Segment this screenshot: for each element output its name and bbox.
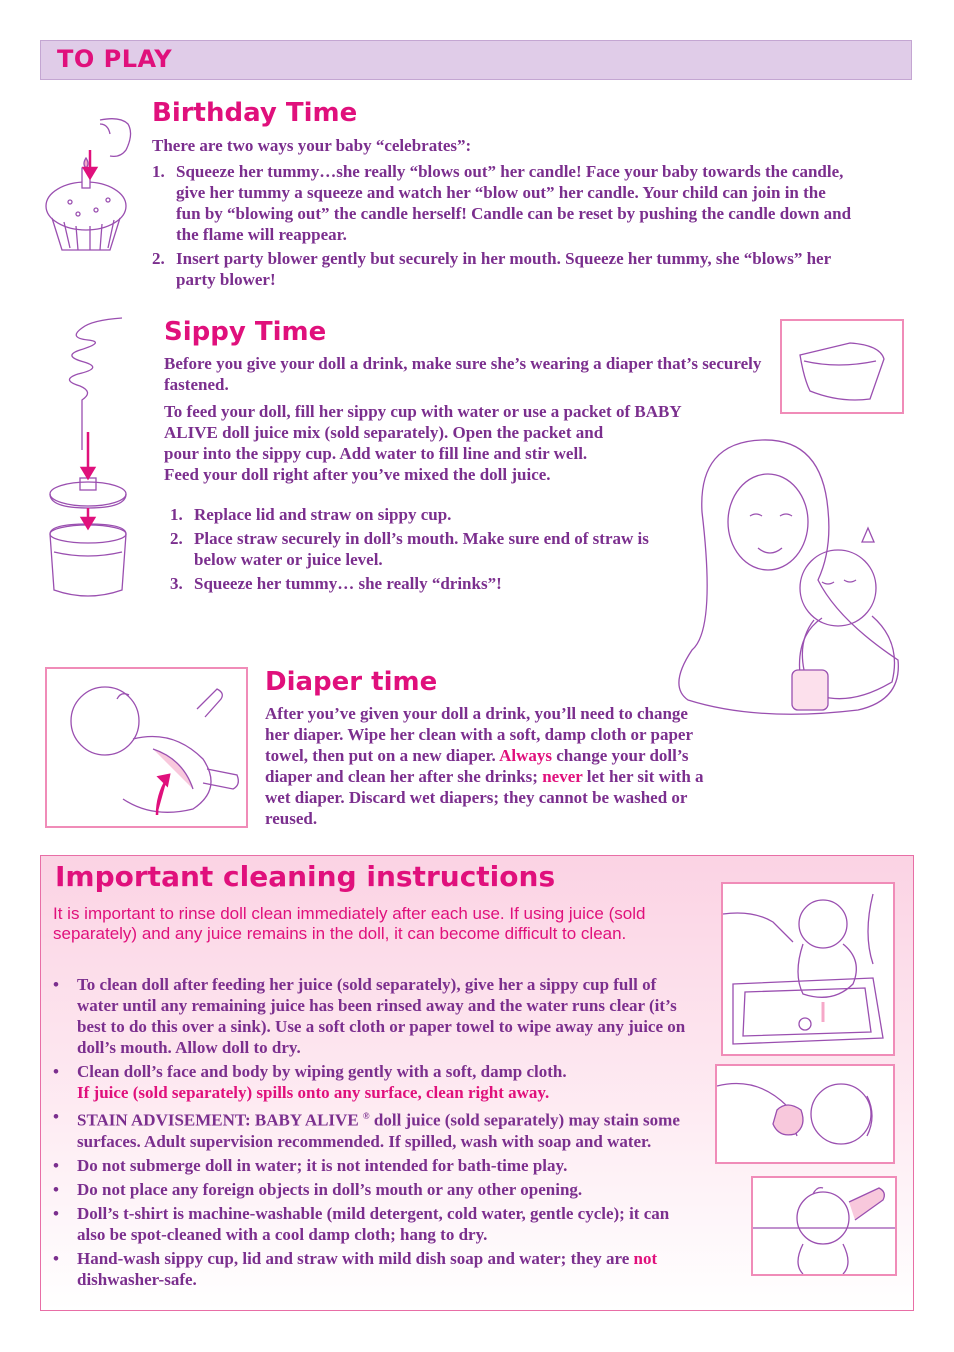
sink-rinse-image — [721, 882, 895, 1056]
birthday-body — [152, 135, 852, 290]
diaper-packet-image — [780, 319, 904, 414]
list-item: • Do not place any foreign objects in doll’s mouth or any other opening. — [53, 1179, 583, 1199]
cupcake-illustration — [40, 110, 140, 260]
list-item: • To clean doll after feeding her juice (sold separately), give her a sippy cup full of water until any remaining juice has been rinsed away and the water runs clear (it’s best to do this over a sink). Use a soft cloth or paper towel to wipe away any juice on doll’s mouth. Allow doll to dry. — [53, 975, 686, 1057]
list-item: • Clean doll’s face and body by wiping gently with a soft, damp cloth. If juice (sold separately) spills onto any surface, clean right away. — [53, 1062, 567, 1102]
list-item: 2. Insert party blower gently but securely in her mouth. Squeeze her tummy, she “blows” her party blower! — [152, 249, 831, 289]
list-item: • Hand-wash sippy cup, lid and straw with mild dish soap and water; they are not dishwasher-safe. — [53, 1248, 658, 1289]
birthday-intro: There are two ways your baby “celebrates”: — [152, 136, 472, 155]
diaper-body: After you’ve given your doll a drink, you’ll need to change her diaper. Wipe her clean with a soft, damp cloth or paper towel, then put on a new diaper. Always change your doll’s diaper and clean her after she drinks; never let her sit with a wet diaper. Discard wet diapers; they cannot be washed or reused. — [265, 704, 704, 828]
birthday-title: Birthday Time — [152, 98, 358, 128]
sippy-steps — [170, 504, 650, 594]
cleaning-instructions-box — [40, 855, 914, 1311]
girl-feeding-doll-illustration — [672, 432, 920, 728]
face-wipe-image — [751, 1176, 897, 1276]
list-item: 1. Squeeze her tummy…she really “blows out” her candle! Face your baby towards the candle, give her tummy a squeeze and watch her “blow out” her candle. Your child can join in the fun by “blowing out” the candle herself! Candle can be reset by pushing the candle down and the flame will reappear. — [152, 162, 852, 244]
cleaning-title: Important cleaning instructions — [55, 860, 556, 893]
sippy-cup-illustration — [40, 312, 130, 612]
cleaning-list — [41, 974, 691, 1293]
section-title: TO PLAY — [57, 45, 173, 73]
sippy-para-1: Before you give your doll a drink, make sure she’s wearing a diaper that’s securely fastened. — [164, 354, 762, 394]
diaper-change-image — [45, 667, 248, 828]
always-emphasis: Always — [499, 746, 553, 765]
list-item: 1. Replace lid and straw on sippy cup. — [170, 505, 452, 524]
list-item: 3. Squeeze her tummy… she really “drinks”! — [170, 574, 502, 593]
cloth-wipe-image — [715, 1064, 895, 1164]
cleaning-intro: It is important to rinse doll clean immediately after each use. If using juice (sold separately) and any juice remains in the doll, it can become difficult to clean. — [53, 904, 646, 943]
sippy-para-2: To feed your doll, fill her sippy cup with water or use a packet of BABY ALIVE doll juice mix (sold separately). Open the packet and pour into the sippy cup. Add water to fill line and stir well. Feed your doll right after you’ve mixed the doll juice. — [164, 402, 682, 484]
list-item: • STAIN ADVISEMENT: BABY ALIVE ® doll juice (sold separately) may stain some surfaces. Adult supervision recommended. If spilled, wash with soap and water. — [53, 1107, 680, 1151]
list-item: 2. Place straw securely in doll’s mouth. Make sure end of straw is below water or juice level. — [170, 529, 649, 569]
diaper-title: Diaper time — [265, 667, 438, 697]
sippy-title: Sippy Time — [164, 317, 327, 347]
never-emphasis: never — [542, 767, 583, 786]
section-header-bar — [40, 40, 912, 80]
list-item: • Doll’s t-shirt is machine-washable (mild detergent, cold water, gentle cycle); it can also be spot-cleaned with a cool damp cloth; hang to dry. — [53, 1203, 670, 1244]
list-item: • Do not submerge doll in water; it is not intended for bath-time play. — [53, 1155, 568, 1175]
